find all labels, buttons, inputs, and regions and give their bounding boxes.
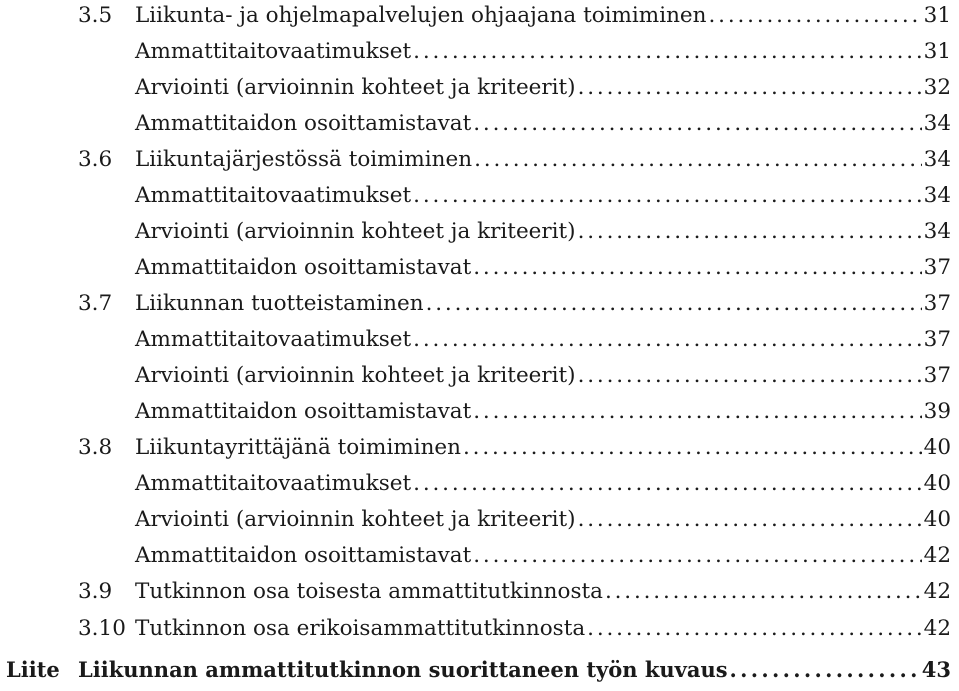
- toc-entry-page: 42: [923, 579, 951, 604]
- toc-entry-title: Arviointi (arvioinnin kohteet ja kriteerit): [135, 507, 576, 532]
- toc-entry-page: 34: [923, 147, 951, 172]
- toc-entry-page: 40: [923, 471, 951, 496]
- toc-entry: [0, 433, 959, 463]
- dot-leader: [463, 433, 922, 463]
- toc-entry: [0, 1, 959, 31]
- toc-entry-title: Arviointi (arvioinnin kohteet ja kriteerit): [135, 363, 576, 388]
- toc-entry-page: 32: [923, 75, 951, 100]
- toc-entry: [0, 37, 959, 67]
- toc-entry: [0, 145, 959, 175]
- dot-leader: [587, 614, 921, 644]
- dot-leader: [413, 37, 921, 67]
- toc-entry-page: 40: [923, 507, 951, 532]
- toc-entry: [0, 541, 959, 571]
- dot-leader: [474, 145, 922, 175]
- toc-entry: [0, 181, 959, 211]
- toc-entry: [0, 73, 959, 103]
- toc-entry-title: Liikunnan tuotteistaminen: [135, 291, 424, 316]
- toc-entry-page: 31: [923, 39, 951, 64]
- toc-entry-page: 40: [923, 435, 951, 460]
- toc-entry: [0, 289, 959, 319]
- toc-entry-title: Tutkinnon osa erikoisammattitutkinnosta: [135, 616, 586, 641]
- toc-entry-number: 3.9: [78, 579, 113, 604]
- toc-entry-title: Ammattitaitovaatimukset: [135, 183, 412, 208]
- toc-entry-title: Liikuntayrittäjänä toimiminen: [135, 435, 461, 460]
- toc-entry: [0, 614, 959, 644]
- toc-entry-page: 39: [923, 399, 951, 424]
- dot-leader: [473, 541, 921, 571]
- toc-entry-page: 42: [923, 616, 951, 641]
- toc-entry: [0, 397, 959, 427]
- appendix-page: 43: [921, 657, 951, 682]
- toc-entry-number: 3.5: [78, 3, 113, 28]
- dot-leader: [473, 397, 921, 427]
- toc-entry: [0, 325, 959, 355]
- toc-entry-number: 3.10: [78, 616, 126, 641]
- dot-leader: [426, 289, 922, 319]
- toc-entry-title: Arviointi (arvioinnin kohteet ja kriteerit): [135, 75, 576, 100]
- toc-entry-page: 31: [923, 3, 951, 28]
- dot-leader: [578, 505, 922, 535]
- toc-entry-number: 3.8: [78, 435, 113, 460]
- toc-entry-title: Tutkinnon osa toisesta ammattitutkinnosta: [135, 579, 603, 604]
- toc-entry-page: 37: [923, 327, 951, 352]
- dot-leader: [730, 655, 920, 685]
- toc-entry: [0, 217, 959, 247]
- toc-entry-title: Liikunta- ja ohjelmapalvelujen ohjaajana toimiminen: [135, 3, 707, 28]
- dot-leader: [413, 469, 921, 499]
- toc-entry-page: 42: [923, 543, 951, 568]
- toc-entry-title: Ammattitaitovaatimukset: [135, 327, 412, 352]
- toc-entry: [0, 361, 959, 391]
- toc-entry-number: 3.6: [78, 147, 113, 172]
- toc-entry: [0, 577, 959, 607]
- toc-entry: [0, 109, 959, 139]
- dot-leader: [413, 181, 921, 211]
- toc-entry-title: Arviointi (arvioinnin kohteet ja kriteerit): [135, 219, 576, 244]
- toc-entry-page: 37: [923, 363, 951, 388]
- dot-leader: [578, 361, 922, 391]
- toc-entry: [0, 253, 959, 283]
- appendix-label: Liite: [6, 657, 60, 682]
- appendix-title: Liikunnan ammattitutkinnon suorittaneen työn kuvaus: [78, 657, 728, 682]
- toc-entry-title: Ammattitaidon osoittamistavat: [135, 543, 472, 568]
- toc-entry-page: 34: [923, 111, 951, 136]
- toc-entry: [0, 505, 959, 535]
- toc-entry-page: 34: [923, 183, 951, 208]
- toc-entry: [0, 469, 959, 499]
- toc-entry-number: 3.7: [78, 291, 113, 316]
- toc-entry-page: 37: [923, 255, 951, 280]
- toc-entry-page: 34: [923, 219, 951, 244]
- dot-leader: [578, 217, 922, 247]
- toc-entry-page: 37: [923, 291, 951, 316]
- dot-leader: [605, 577, 922, 607]
- dot-leader: [578, 73, 922, 103]
- dot-leader: [709, 1, 922, 31]
- toc-entry-title: Ammattitaidon osoittamistavat: [135, 255, 472, 280]
- dot-leader: [473, 109, 921, 139]
- toc-entry-title: Ammattitaitovaatimukset: [135, 471, 412, 496]
- toc-entry-title: Ammattitaidon osoittamistavat: [135, 111, 472, 136]
- toc-entry-title: Ammattitaitovaatimukset: [135, 39, 412, 64]
- toc-entry-title: Ammattitaidon osoittamistavat: [135, 399, 472, 424]
- toc-appendix-entry: [0, 655, 959, 685]
- toc-entry-title: Liikuntajärjestössä toimiminen: [135, 147, 473, 172]
- dot-leader: [413, 325, 921, 355]
- dot-leader: [473, 253, 921, 283]
